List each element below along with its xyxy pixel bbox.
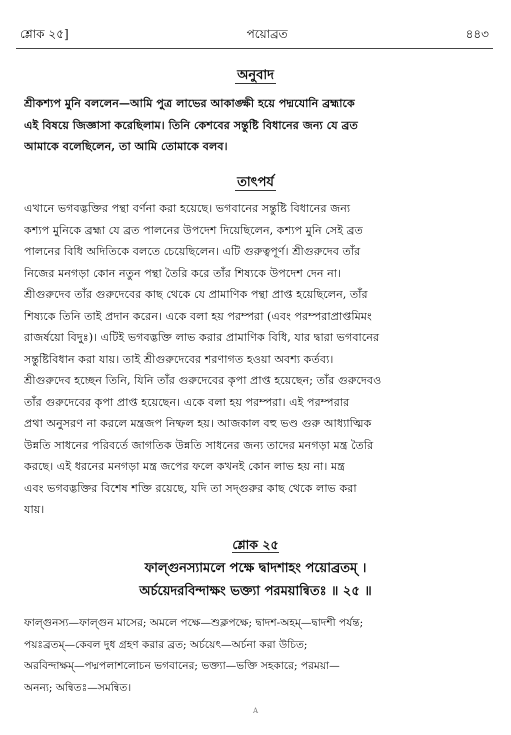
purport-line: উন্নতি সাধনের পরিবর্তে জাগতিক উন্নতি সাধনের জন্য তাদের মনগড়া মন্ত্র তৈরি [24,438,374,452]
translation-line: এই বিষয়ে জিজ্ঞাসা করেছিলাম। তিনি কেশবের সন্তুষ্টি বিধানের জন্য যে ব্রত [24,117,358,132]
purport-line: পালনের বিধি অদিতিকে বলতে চেয়েছিলেন। এটি গুরুত্বপূর্ণ। শ্রীগুরুদেব তাঁর [24,245,361,258]
purport-line: নিজের মনগড়া কোন নতুন পন্থা তৈরি করে তাঁর শিষ্যকে উপদেশ দেন না। [24,266,342,280]
translation-line: শ্রীকশ্যপ মুনি বললেন—আমি পুত্র লাভের আকাঙ্ক্ষী হয়ে পদ্মযোনি ব্রহ্মাকে [24,96,355,110]
translation-line: আমাকে বলেছিলেন, তা আমি তোমাকে বলব। [24,139,228,153]
purport-line: শিষ্যকে তিনি তাই প্রদান করেন। একে বলা হয় পরম্পরা (এবং পরম্পরাপ্রাপ্তমিমং [24,309,372,323]
purport-line: সন্তুষ্টিবিধান করা যায়। তাই শ্রীগুরুদেবের শরণাগত হওয়া অবশ্য কর্তব্য। [24,352,334,366]
translation-text [24,93,487,158]
purport-line: প্রথা অনুসরণ না করলে মন্ত্রজপ নিষ্ফল হয়। আজকাল বহু ভণ্ড গুরু আধ্যাত্মিক [24,417,372,430]
glossary-line: অনন্য; অন্বিতঃ—সমন্বিত। [24,681,132,694]
page-header [20,26,489,46]
purport-line: শ্রীগুরুদেব তাঁর গুরুদেবের কাছ থেকে যে প্রামাণিক পন্থা প্রাপ্ত হয়েছিলেন, তাঁর [24,288,368,301]
purport-line: করছে। এই ধরনের মনগড়া মন্ত্র জপের ফলে কখনই কোন লাভ হয় না। মন্ত্র [24,460,345,473]
glossary-line: ফাল্গুনস্য—ফাল্গুন মাসের; অমলে পক্ষে—শুক্লপক্ষে; দ্বাদশ-অহম্—দ্বাদশী পর্যন্ত; [24,617,364,629]
purport-line: রাজর্ষয়ো বিদুঃ)। এটিই ভগবদ্ভক্তি লাভ করার প্রামাণিক বিধি, যার দ্বারা ভগবানের [24,331,380,344]
running-title: পয়োব্রত [246,27,288,41]
glossary-line: পয়ঃব্রতম্—কেবল দুধ গ্রহণ করার ব্রত; অর্চয়েৎ—অর্চনা করা উচিত; [24,638,308,651]
translation-heading: অনুবাদ [237,68,274,83]
word-meanings [24,613,487,699]
purport-text [24,198,487,521]
purport-line: শ্রীগুরুদেব হচ্ছেন তিনি, যিনি তাঁর গুরুদেবের কৃপা প্রাপ্ত হয়েছেন; তাঁর গুরুদেবও [24,374,382,387]
glossary-line: অরবিন্দাক্ষম্—পদ্মপলাশলোচন ভগবানের; ভক্ত্যা—ভক্তি সহকারে; পরময়া— [24,660,340,672]
verse-line-1: ফাল্গুনস্যামলে পক্ষে দ্বাদশাহং পয়োব্রতম্ । [144,561,367,576]
page-number: ৪৪৩ [465,27,489,41]
footer-mark: A [253,707,259,715]
verse-title: শ্লোক ২৫ [232,537,279,552]
purport-line: তাঁর গুরুদেবের কৃপা প্রাপ্ত হয়েছেন। একে বলা হয় পরম্পরা। এই পরম্পরার [24,395,350,409]
purport-heading: তাৎপর্য [237,175,274,190]
header-rule [16,48,493,49]
verse-line-2: অর্চয়েদরবিন্দাক্ষং ভক্ত্যা পরময়ান্বিতঃ ॥ ২৫ ॥ [139,584,372,599]
purport-line: এবং ভগবদ্ভক্তির বিশেষ শক্তি রয়েছে, যদি তা সদ্গুরুর কাছ থেকে লাভ করা [24,481,357,495]
purport-line: কশ্যপ মুনিকে ব্রহ্মা যে ব্রত পালনের উপদেশ দিয়েছিলেন, কশ্যপ মুনি সেই ব্রত [24,223,363,237]
purport-line: এখানে ভগবদ্ভক্তির পন্থা বর্ণনা করা হয়েছে। ভগবানের সন্তুষ্টি বিধানের জন্য [24,202,351,215]
verse-reference: শ্লোক ২৫] [20,27,69,41]
purport-line: যায়। [24,503,45,516]
